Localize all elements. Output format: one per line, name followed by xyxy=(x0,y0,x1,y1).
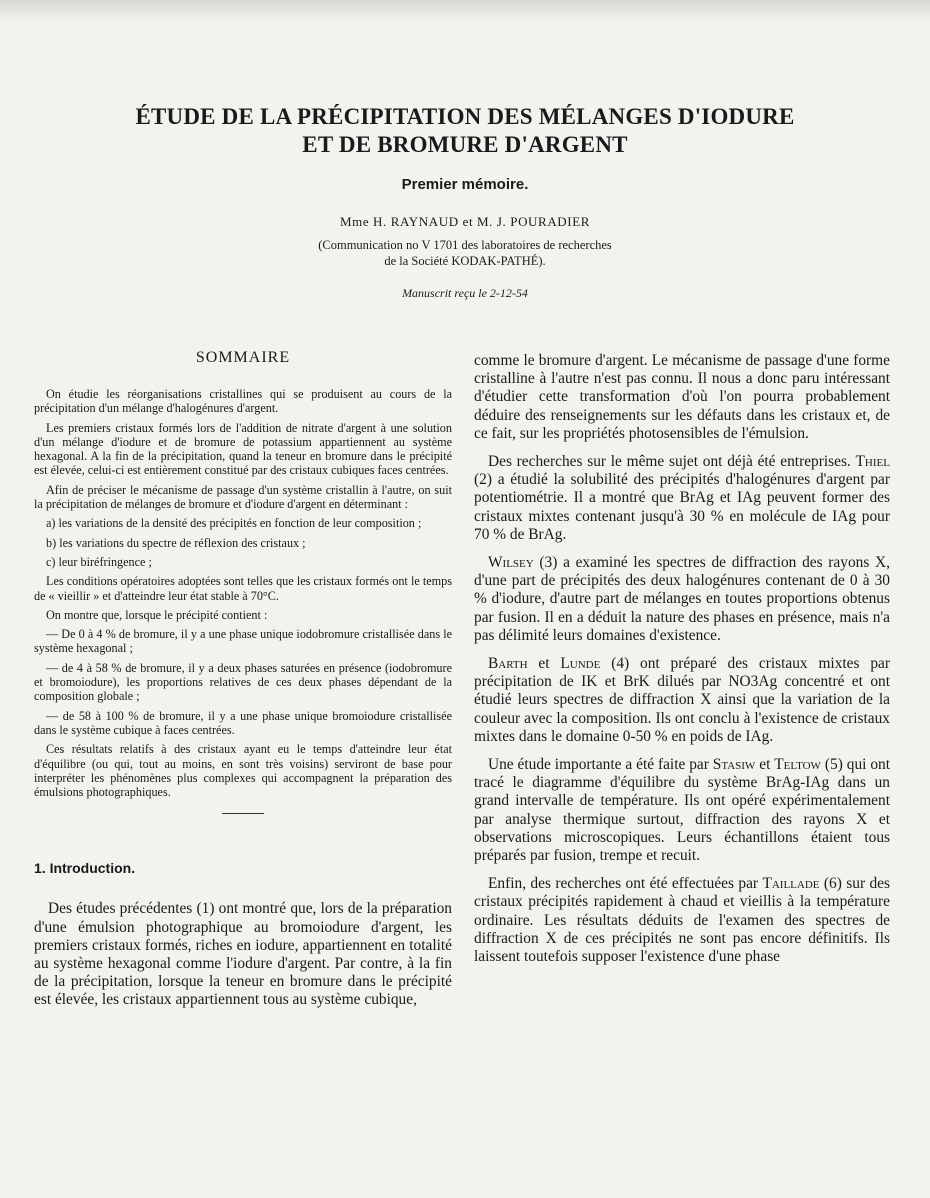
page-top-edge xyxy=(0,0,930,22)
author-name: Taillade xyxy=(762,875,820,893)
body-paragraph xyxy=(474,554,890,645)
text-run: a examiné les spectres de diffraction des rayons X, d'une part de précipités des deux halogénures contenant de 0 à 30 % d'iodure, d'autre part de mélanges en toutes proportions obtenus par fusion. Il en a déduit la nature des phases en présence, mais n'a pas délimité leurs domaines d'existence. xyxy=(474,554,890,644)
sommaire-paragraph: On montre que, lorsque le précipité contient : xyxy=(46,607,268,622)
text-run: a étudié la solubilité des précipités d'halogénures d'argent par potentiométrie. Il a montré que BrAg et IAg peuvent former des cristaux mixtes contenant jusqu'à 30 % en molécule de IAg pour 70 % de BrAg. xyxy=(474,471,890,543)
body-paragraph xyxy=(474,453,890,544)
author-name: Thiel xyxy=(855,453,890,471)
reference-marker: (4) xyxy=(611,655,630,673)
sommaire-paragraph: Les conditions opératoires adoptées sont telles que les cristaux formés ont le temps de « vieillir » et d'atteindre leur état stable à 70°C. xyxy=(34,574,452,603)
article-authors: Mme H. RAYNAUD et M. J. POURADIER xyxy=(339,214,591,229)
sommaire-list-item: a) les variations de la densité des précipités en fonction de leur composition ; xyxy=(46,516,422,531)
author-name: Wilsey xyxy=(488,554,534,572)
sommaire-dash-item: — De 0 à 4 % de bromure, il y a une phase unique iodobromure cristallisée dans le système hexagonal ; xyxy=(34,627,452,656)
sommaire-list-item: c) leur biréfringence ; xyxy=(46,554,152,569)
section-separator xyxy=(222,813,264,814)
body-paragraph: comme le bromure d'argent. Le mécanisme de passage d'une forme cristalline à l'autre n'est pas connu. Il nous a donc paru intéressant d'étudier cette transformation d'où l'on pourra probablement déduire des renseignements sur les défauts dans les cristaux et, de ce fait, sur les propriétés photosensibles de l'émulsion. xyxy=(474,352,890,442)
sommaire-dash-item: — de 58 à 100 % de bromure, il y a une phase unique bromoiodure cristallisée dans le système cubique à faces centrées. xyxy=(34,708,452,737)
sommaire-paragraph: Ces résultats relatifs à des cristaux ayant eu le temps d'atteindre leur état d'équilibre (ou qui, tout au moins, en sont très voisins) serviront de base pour interpréter les phénomènes plus complexes qui accompagnent la préparation des émulsions photographiques. xyxy=(34,742,452,800)
reference-marker: (5) xyxy=(824,756,843,774)
communication-note-line-2: de la Société KODAK-PATHÉ). xyxy=(384,254,546,268)
introduction-heading: 1. Introduction. xyxy=(34,860,136,877)
text-run: sur des cristaux précipités rapidement à chaud et vieillis à la température ordinaire. Les résultats déduits de l'examen des spectres de diffraction X de ces précipités ne sont pas encore définitifs. Ils laissent toutefois supposer l'existence d'une phase xyxy=(474,875,890,966)
text-run: Enfin, des recherches ont été effectuées par xyxy=(488,875,759,893)
sommaire-paragraph: Afin de préciser le mécanisme de passage d'un système cristallin à l'autre, on suit la précipitation de mélanges de bromure et d'iodure d'argent en déterminant : xyxy=(34,482,452,512)
sommaire-paragraph: Les premiers cristaux formés lors de l'addition de nitrate d'argent à une solution d'un mélange d'iodure et de bromure de potassium appartiennent au système hexagonal. A la fin de la précipitation, quand la teneur en bromure dans le précipité est élevée, celui-ci est entièrement constitué par des cristaux cubiques faces centrées. xyxy=(34,420,452,478)
text-run: et xyxy=(759,756,771,774)
author-name: Lunde xyxy=(560,655,601,673)
communication-note-line-1: (Communication no V 1701 des laboratoires de recherches xyxy=(318,238,612,252)
reference-marker: (6) xyxy=(823,875,842,893)
text-run: ont préparé des cristaux mixtes par précipitation de IK et BrK dilués par NO3Ag concentré et ont étudié leurs spectres de diffraction X ainsi que la variation de la couleur avec la composition. Ils ont conclu à l'existence de cristaux mixtes dans le domaine 0-50 % en poids de IAg. xyxy=(474,655,890,745)
sommaire-heading: SOMMAIRE xyxy=(195,349,291,366)
reference-marker: (2) xyxy=(474,471,492,489)
reference-marker: (3) xyxy=(539,554,558,572)
sommaire-list-item: b) les variations du spectre de réflexion des cristaux ; xyxy=(46,535,306,550)
left-column xyxy=(34,345,452,1020)
body-paragraph xyxy=(474,655,890,746)
article-title-line-1: ÉTUDE DE LA PRÉCIPITATION DES MÉLANGES D'IODURE xyxy=(135,104,795,129)
manuscript-received-date: Manuscrit reçu le 2-12-54 xyxy=(402,286,528,300)
article-subtitle: Premier mémoire. xyxy=(401,176,529,193)
text-run: et xyxy=(538,655,550,673)
introduction-paragraph: Des études précédentes (1) ont montré que, lors de la préparation d'une émulsion photographique au bromoiodure d'argent, les premiers cristaux formés, riches en iodure, appartiennent en totalité au système hexagonal comme l'iodure d'argent. Par contre, à la fin de la précipitation, lorsque la teneur en bromure dans le précipité est élevée, les cristaux appartiennent tous au système cubique, xyxy=(34,900,452,1009)
body-paragraph xyxy=(474,756,890,865)
text-run: Une étude importante a été faite par xyxy=(488,756,709,774)
body-paragraph xyxy=(474,875,890,966)
text-run: Des recherches sur le même sujet ont déjà été entreprises. xyxy=(488,453,851,471)
author-name: Teltow xyxy=(774,756,821,774)
right-column xyxy=(474,352,890,976)
sommaire-dash-item: — de 4 à 58 % de bromure, il y a deux phases saturées en présence (iodobromure et bromoiodure), les proportions relatives de ces deux phases dépendant de la composition globale ; xyxy=(34,660,452,704)
sommaire-paragraph: On étudie les réorganisations cristallines qui se produisent au cours de la précipitation d'un mélange d'halogénures d'argent. xyxy=(34,387,452,416)
author-name: Stasiw xyxy=(712,756,756,774)
article-title-line-2: ET DE BROMURE D'ARGENT xyxy=(302,132,628,157)
text-run: qui ont tracé le diagramme d'équilibre du système BrAg-IAg dans un grand intervalle de température. Ils ont opéré expérimentalement par analyse thermique surtout, diffraction des rayons X et observations microscopiques. Leurs échantillons étaient tous préparés par fusion, trempe et recuit. xyxy=(474,756,890,865)
author-name: Barth xyxy=(488,655,528,673)
